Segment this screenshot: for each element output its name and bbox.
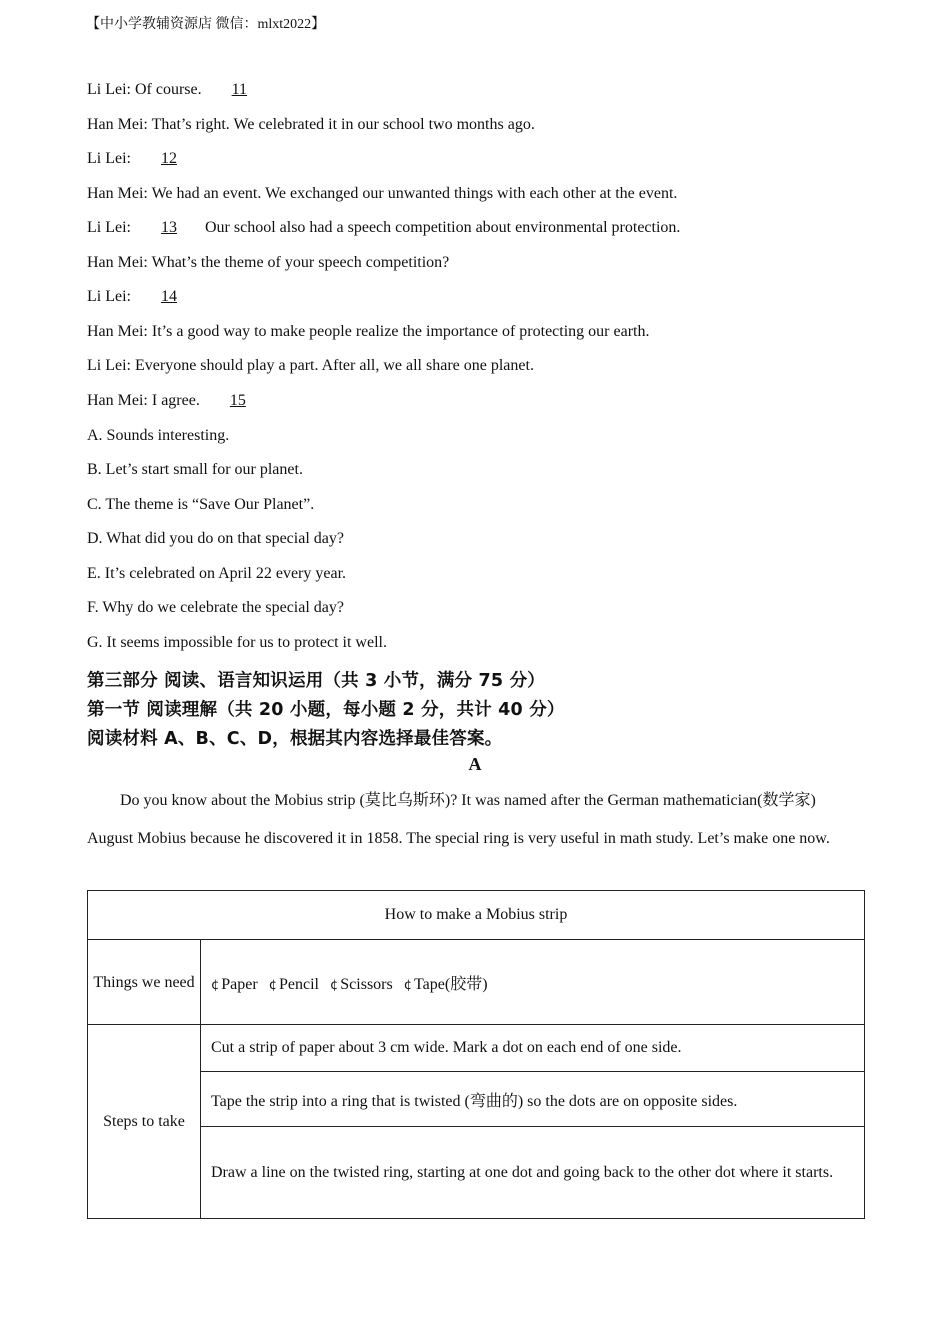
dialogue-line: Li Lei: 12 bbox=[87, 150, 201, 168]
step-2: Tape the strip into a ring that is twisted (弯曲的) so the dots are on opposite sides. bbox=[201, 1072, 865, 1127]
passage-heading: A bbox=[468, 754, 482, 774]
dialogue-line: Li Lei: Everyone should play a part. After all, we all share one planet. bbox=[87, 357, 534, 374]
mobius-table bbox=[87, 890, 865, 1219]
dialogue-line: Li Lei: Of course. 11 bbox=[87, 81, 271, 99]
passage-text: Do you know about the Mobius strip (莫比乌斯环)? It was named after the German mathematician(数学家) August Mobius because he discovered it in 1858. The special ring is very useful in math study. Let’s make one now. bbox=[87, 792, 830, 847]
blank-11: 11 bbox=[231, 81, 248, 98]
page-header: 【中小学教辅资源店 微信：mlxt2022】 bbox=[86, 17, 326, 32]
part3-title: 第三部分 阅读、语言知识运用（共 3 小节，满分 75 分） bbox=[87, 671, 545, 691]
blank-14: 14 bbox=[160, 288, 177, 305]
option-a: A. Sounds interesting. bbox=[87, 427, 230, 444]
blank-15: 15 bbox=[229, 392, 246, 409]
dialogue-line: Han Mei: It’s a good way to make people realize the importance of protecting our earth. bbox=[87, 323, 650, 340]
option-f: F. Why do we celebrate the special day? bbox=[87, 599, 344, 616]
steps-label: Steps to take bbox=[88, 1025, 201, 1219]
option-b: B. Let’s start small for our planet. bbox=[87, 461, 303, 478]
dialogue-line: Li Lei: 13 Our school also had a speech competition about environmental protection. bbox=[87, 219, 681, 236]
things-label: Things we need bbox=[88, 940, 201, 1025]
blank-12: 12 bbox=[160, 150, 177, 167]
step-1: Cut a strip of paper about 3 cm wide. Mark a dot on each end of one side. bbox=[201, 1025, 865, 1072]
things-list: ¢ Paper ¢ Pencil ¢ Scissors ¢ Tape(胶带) bbox=[201, 940, 865, 1025]
reading-instruction: 阅读材料 A、B、C、D，根据其内容选择最佳答案。 bbox=[87, 729, 503, 749]
dialogue-line: Han Mei: What’s the theme of your speech competition? bbox=[87, 254, 450, 271]
option-c: C. The theme is “Save Our Planet”. bbox=[87, 496, 315, 513]
option-g: G. It seems impossible for us to protect it well. bbox=[87, 634, 387, 651]
dialogue-line: Li Lei: 14 bbox=[87, 288, 201, 306]
dialogue-line: Han Mei: I agree. 15 bbox=[87, 392, 270, 410]
blank-13: 13 bbox=[160, 219, 177, 236]
table-caption: How to make a Mobius strip bbox=[88, 891, 865, 940]
option-d: D. What did you do on that special day? bbox=[87, 530, 344, 547]
step-3: Draw a line on the twisted ring, starting at one dot and going back to the other dot where it starts. bbox=[201, 1127, 865, 1219]
option-e: E. It’s celebrated on April 22 every year. bbox=[87, 565, 347, 582]
dialogue-line: Han Mei: That’s right. We celebrated it in our school two months ago. bbox=[87, 116, 535, 133]
section1-title: 第一节 阅读理解（共 20 小题，每小题 2 分，共计 40 分） bbox=[87, 700, 565, 720]
dialogue-line: Han Mei: We had an event. We exchanged our unwanted things with each other at the event. bbox=[87, 185, 678, 202]
